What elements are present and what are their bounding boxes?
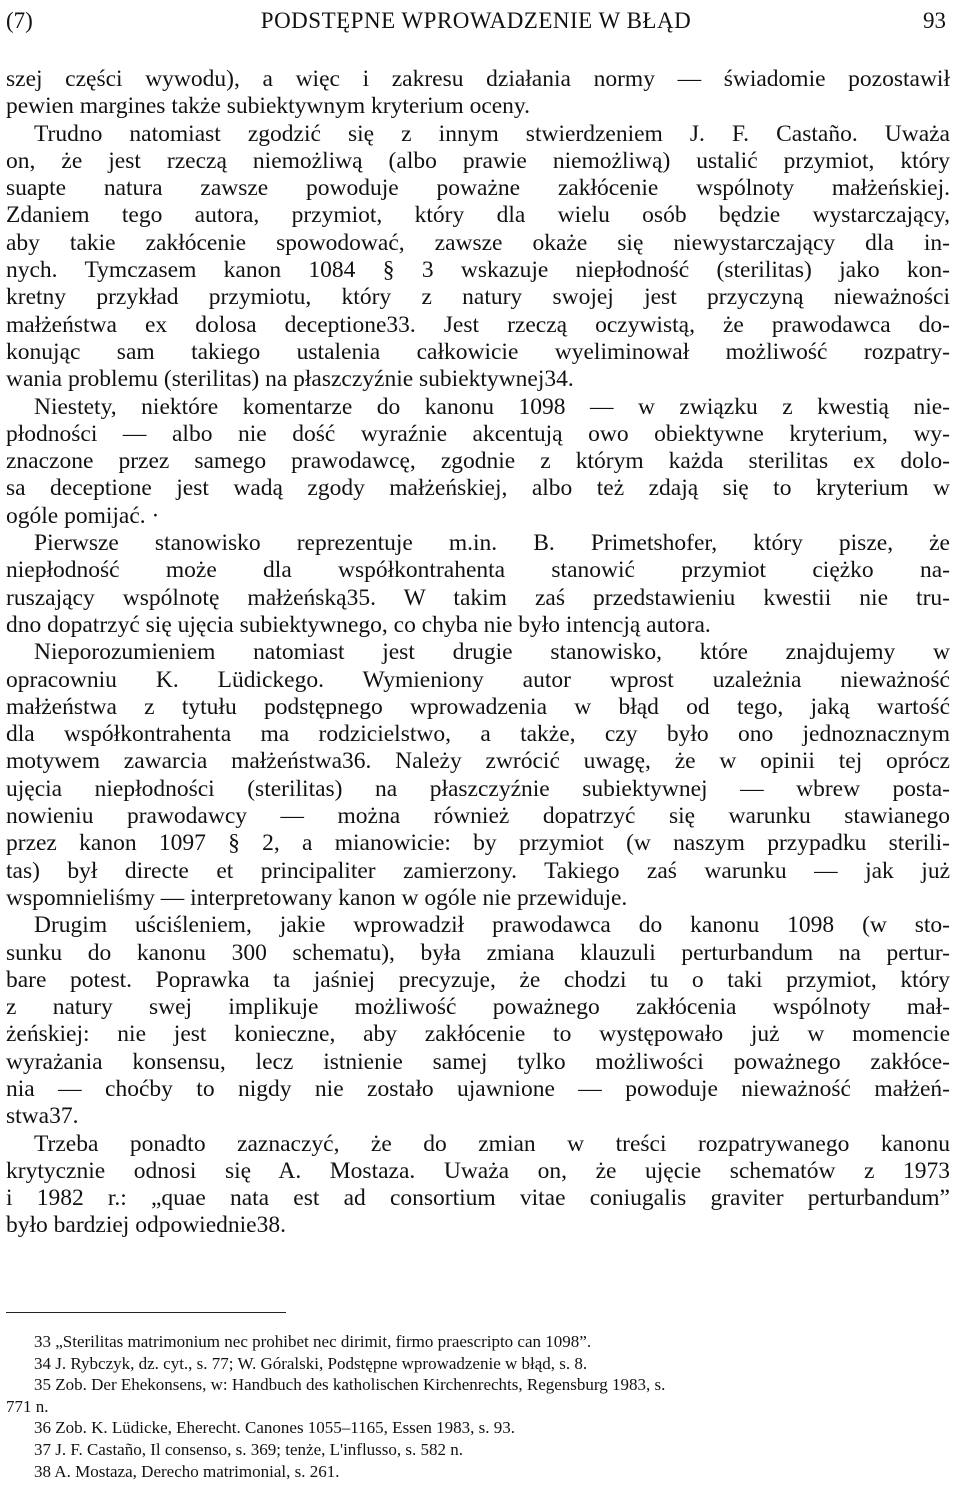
text-line: nych. Tymczasem kanon 1084 § 3 wskazuje niepłodność (sterilitas) jako kon- — [6, 257, 950, 284]
text-line: Zdaniem tego autora, przymiot, który dla wielu osób będzie wystarczający, — [6, 202, 950, 229]
text-line: niepłodność może dla współkontrahenta stanowić przymiot ciężko na- — [6, 557, 950, 584]
text-line: opracowniu K. Lüdickego. Wymieniony autor wprost uzależnia nieważność — [6, 666, 950, 693]
text-line: sa deceptione jest wadą zgody małżeńskiej, albo też zdają się to kryterium w — [6, 475, 950, 502]
footnotes — [6, 1331, 950, 1482]
text-line: pewien margines także subiektywnym kryterium oceny. — [6, 93, 531, 120]
text-line: stwa37. — [6, 1103, 79, 1130]
text-line: żeńskiej: nie jest konieczne, aby zakłócenie to występowało już w momencie — [6, 1021, 950, 1048]
chapter-number: (7) — [6, 8, 33, 33]
footnote: 37 J. F. Castaño, Il consenso, s. 369; tenże, L'influsso, s. 582 n. — [34, 1439, 464, 1459]
text-line: płodności — albo nie dość wyraźnie akcentują owo obiektywne kryterium, wy- — [6, 420, 950, 447]
text-line: sunku do kanonu 300 schematu), była zmiana klauzuli perturbandum na pertur- — [6, 939, 950, 966]
text-line: bare potest. Poprawka ta jaśniej precyzuje, że chodzi tu o taki przymiot, który — [6, 966, 950, 993]
running-header — [6, 4, 946, 38]
text-line: kretny przykład przymiotu, który z natury swojej jest przyczyną nieważności — [6, 284, 950, 311]
footnote: 36 Zob. K. Lüdicke, Eherecht. Canones 1055–1165, Essen 1983, s. 93. — [34, 1418, 515, 1438]
text-line: dno dopatrzyć się ujęcia subiektywnego, co chyba nie było intencją autora. — [6, 611, 711, 638]
text-line: motywem zawarcia małżeństwa36. Należy zwrócić uwagę, że w opinii tej oprócz — [6, 748, 950, 775]
text-line: z natury swej implikuje możliwość poważnego zakłócenia wspólnoty mał- — [6, 994, 950, 1021]
text-line: aby takie zakłócenie spowodować, zawsze okaże się niewystarczający dla in- — [6, 229, 950, 256]
text-line: przez kanon 1097 § 2, a mianowicie: by przymiot (w naszym przypadku sterili- — [6, 830, 950, 857]
footnote-divider — [6, 1312, 286, 1313]
footnote: 38 A. Mostaza, Derecho matrimonial, s. 261. — [34, 1461, 340, 1481]
text-line: szej części wywodu), a więc i zakresu działania normy — świadomie pozostawił — [6, 66, 950, 92]
text-line: Drugim uściśleniem, jakie wprowadził prawodawca do kanonu 1098 (w sto- — [34, 912, 950, 939]
text-line: wspomnieliśmy — interpretowany kanon w ogóle nie przewiduje. — [6, 884, 628, 911]
running-title: PODSTĘPNE WPROWADZENIE W BŁĄD — [260, 8, 692, 33]
text-line: tas) był directe et principaliter zamierzony. Takiego zaś warunku — jak już — [6, 857, 950, 884]
page-number: 93 — [923, 8, 946, 33]
text-line: wyrażania konsensu, lecz istnienie samej tylko możliwości poważnego zakłóce- — [6, 1048, 950, 1075]
footnote: 34 J. Rybczyk, dz. cyt., s. 77; W. Góralski, Podstępne wprowadzenie w błąd, s. 8. — [34, 1353, 588, 1373]
text-line: dla współkontrahenta ma rodzicielstwo, a także, czy było ono jednoznacznym — [6, 721, 950, 748]
text-line: ujęcia niepłodności (sterilitas) na płaszczyźnie subiektywnej — wbrew posta- — [6, 775, 950, 802]
text-line: Trudno natomiast zgodzić się z innym stwierdzeniem J. F. Castaño. Uważa — [34, 120, 950, 147]
text-line: konując sam takiego ustalenia całkowicie wyeliminował możliwość rozpatry- — [6, 338, 950, 365]
text-line: Niestety, niektóre komentarze do kanonu 1098 — w związku z kwestią nie- — [34, 393, 950, 420]
text-line: znaczone przez samego prawodawcę, zgodnie z którym każda sterilitas ex dolo- — [6, 448, 950, 475]
text-line: nia — choćby to nigdy nie zostało ujawnione — powoduje nieważność małżeń- — [6, 1075, 950, 1102]
text-line: było bardziej odpowiednie38. — [6, 1212, 286, 1239]
footnote-continuation: 771 n. — [6, 1396, 49, 1416]
footnote: 33 „Sterilitas matrimonium nec prohibet nec dirimit, firmo praescripto can 1098”. — [34, 1332, 592, 1351]
footnote: 35 Zob. Der Ehekonsens, w: Handbuch des katholischen Kirchenrechts, Regensburg 1983, s. — [34, 1375, 666, 1395]
text-line: małżeństwa ex dolosa deceptione33. Jest rzeczą oczywistą, że prawodawca do- — [6, 311, 950, 338]
text-line: ogóle pomijać. · — [6, 502, 160, 529]
text-line: Trzeba ponadto zaznaczyć, że do zmian w treści rozpatrywanego kanonu — [34, 1130, 950, 1157]
text-line: wania problemu (sterilitas) na płaszczyźnie subiektywnej34. — [6, 366, 574, 393]
text-line: nowieniu prawodawcy — można również dopatrzyć się warunku stawianego — [6, 803, 950, 830]
text-line: i 1982 r.: „quae nata est ad consortium vitae coniugalis graviter perturbandum” — [6, 1185, 950, 1212]
text-line: on, że jest rzeczą niemożliwą (albo prawie niemożliwą) ustalić przymiot, który — [6, 147, 950, 174]
text-line: suapte natura zawsze powoduje poważne zakłócenie wspólnoty małżeńskiej. — [6, 175, 950, 202]
text-line: Nieporozumieniem natomiast jest drugie stanowisko, które znajdujemy w — [34, 639, 950, 666]
text-line: ruszający wspólnotę małżeńską35. W takim zaś przedstawieniu kwestii nie tru- — [6, 584, 950, 611]
main-text — [6, 66, 950, 1240]
text-line: Pierwsze stanowisko reprezentuje m.in. B. Primetshofer, który pisze, że — [34, 530, 950, 557]
text-line: krytycznie odnosi się A. Mostaza. Uważa on, że ujęcie schematów z 1973 — [6, 1157, 950, 1184]
text-line: małżeństwa z tytułu podstępnego wprowadzenia w błąd od tego, jaką wartość — [6, 693, 950, 720]
